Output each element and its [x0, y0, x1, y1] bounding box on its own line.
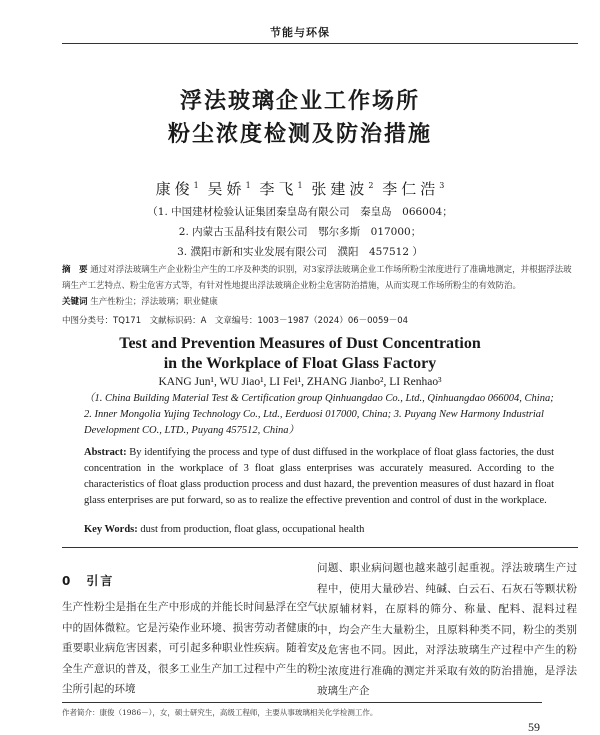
- body-right-column: 问题、职业病问题也越来越引起重视。浮法玻璃生产过程中，使用大量砂岩、纯碱、白云石、石灰石等颗状粉状原辅材料，在原料的筛分、称量、配料、混料过程中，均会产生大量粉尘，且原料种类不同，粉尘的类别及危害也不同。因此，对浮法玻璃生产过程中产生的粉尘浓度进行准确的测定并采取有效的防治措施，是浮法玻璃生产企: [317, 562, 577, 697]
- header-rule: [62, 43, 578, 44]
- authors-en: KANG Jun¹, WU Jiao¹, LI Fei¹, ZHANG Jianbo², LI Renhao³: [158, 376, 442, 388]
- abstract-en-label: Abstract:: [84, 447, 127, 458]
- body-left-column: 生产性粉尘是指在生产中形成的并能长时间悬浮在空气中的固体微粒。它是污染作业环境、损害劳动者健康的重要职业病危害因素，可引起多种职业性疾病。随着安全生产意识的普及，很多工业生产加工过程中产生的粉尘所引起的环境: [62, 601, 318, 695]
- title-cn-line-2: 粉尘浓度检测及防治措施: [167, 122, 432, 147]
- title-cn-line-1: 浮法玻璃企业工作场所: [179, 89, 420, 114]
- keywords-en: [84, 524, 554, 535]
- abstract-en: [84, 445, 554, 509]
- author-cn: 吴娇: [207, 180, 246, 198]
- author-cn-sup: 1: [193, 181, 199, 190]
- keywords-en-label: Key Words:: [84, 524, 138, 535]
- author-cn: 李仁浩: [382, 180, 440, 198]
- affiliation-cn-2: 2. 内蒙古玉晶科技有限公司 鄂尔多斯 017000；: [178, 226, 422, 238]
- author-cn: 康俊: [155, 180, 194, 198]
- author-cn-sup: 1: [297, 181, 303, 190]
- title-en-line-2: in the Workplace of Float Glass Factory: [163, 355, 437, 372]
- abstract-cn-text: 通过对浮法玻璃生产企业粉尘产生的工序及种类的识别，对3家浮法玻璃企业工作场所粉尘浓度进行了准确地测定，并根据浮法玻璃生产工艺特点、粉尘危害方式等，有针对性地提出浮法玻璃企业粉尘危害防治措施，从而实现工作场所粉尘的有效防治。: [62, 265, 572, 291]
- author-cn-sup: 3: [439, 181, 445, 190]
- footnote-rule: [62, 702, 542, 703]
- author-cn: 李飞: [259, 180, 298, 198]
- affiliation-cn-1: （1. 中国建材检验认证集团秦皇岛有限公司 秦皇岛 066004；: [147, 206, 453, 218]
- author-cn-sup: 1: [245, 181, 251, 190]
- author-cn: 张建波: [311, 180, 369, 198]
- keywords-cn: [62, 294, 578, 310]
- section-divider: [62, 547, 578, 548]
- abstract-en-text: By identifying the process and type of dust diffused in the workplace of float glass factories, the dust concentration in the workplace of 3 float glass enterprises was accurately measured. According to the characteristics of float glass production process and dust hazard, the prevention measures of dust hazard in float glass enterprises are put forward, so as to realize the effective prevention and control of dust in the workplace.: [84, 447, 554, 506]
- abstract-cn: [62, 262, 578, 294]
- abstract-cn-label: 摘 要: [62, 265, 88, 275]
- affiliation-cn-3: 3. 濮阳市新和实业发展有限公司 濮阳 457512 ）: [177, 246, 423, 258]
- page-number: 59: [528, 720, 540, 734]
- title-en-line-1: Test and Prevention Measures of Dust Concentration: [119, 335, 481, 352]
- journal-section-header: 节能与环保: [270, 26, 330, 39]
- keywords-cn-label: 关键词: [62, 297, 88, 307]
- affiliations-en: （1. China Building Material Test & Certification group Qinhuangdao Co., Ltd., Qinhuangdao 066004, China; 2. Inner Mongolia Yujing Technology Co., Ltd., Eerduosi 017000, China; 3. Puyang New Harmony Industrial Development CO., LTD., Puyang 457512, China）: [84, 393, 554, 436]
- author-footnote: 作者简介：康俊（1986－），女，硕士研究生，高级工程师，主要从事玻璃相关化学检测工作。: [62, 708, 378, 717]
- authors-cn: [0, 178, 600, 199]
- section-heading: 0 引言: [62, 574, 115, 588]
- author-cn-sup: 2: [368, 181, 374, 190]
- keywords-cn-text: 生产性粉尘；浮法玻璃；职业健康: [90, 297, 218, 307]
- keywords-en-text: dust from production, float glass, occupational health: [140, 524, 365, 535]
- classification-meta: 中图分类号：TQ171 文献标识码：A 文章编号：1003－1987（2024）06－0059－04: [62, 316, 409, 326]
